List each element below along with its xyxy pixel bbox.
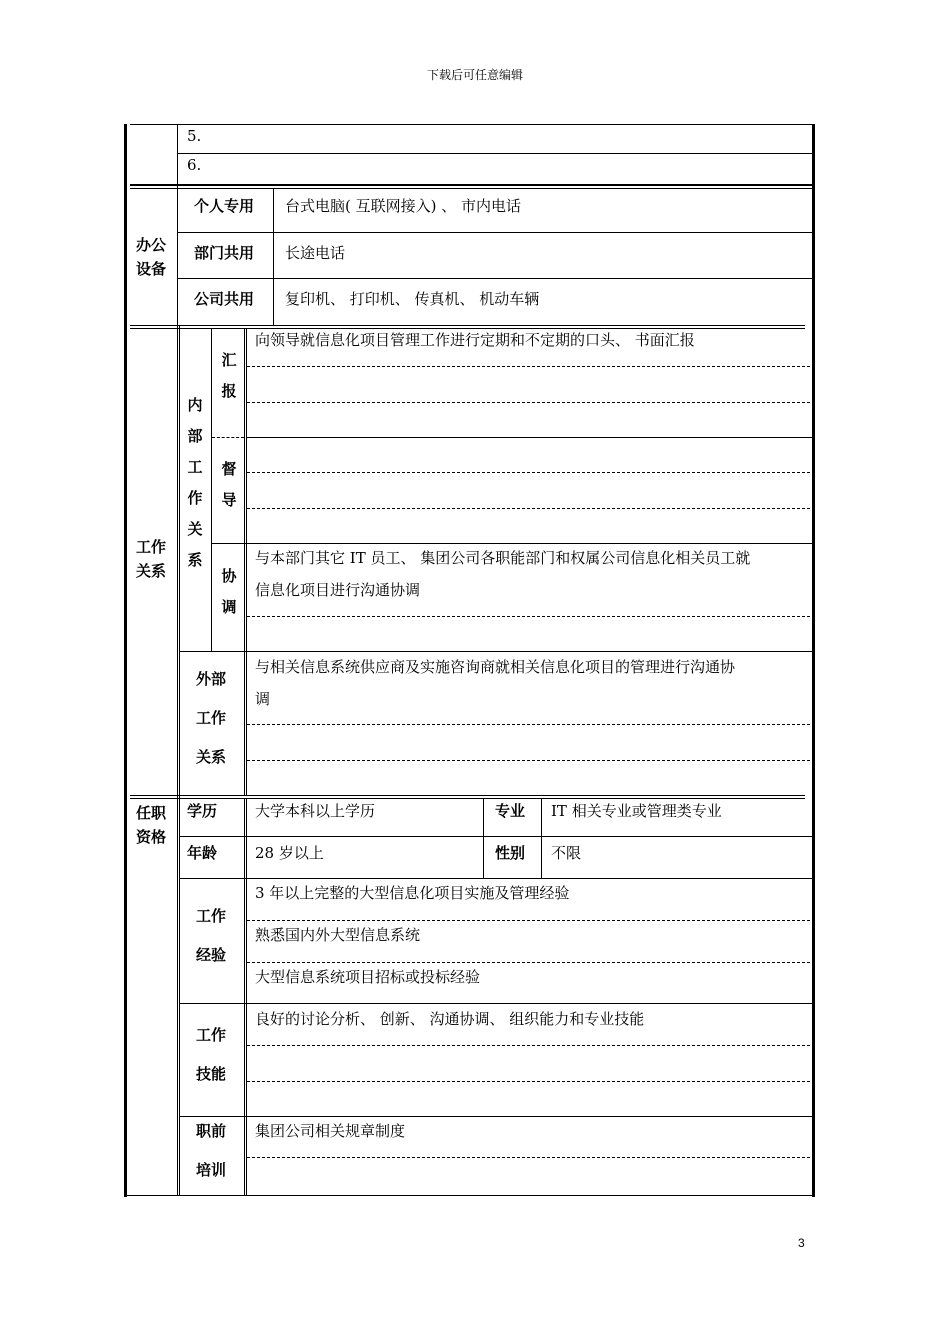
office-row-label: 公司共用	[194, 290, 255, 308]
skills-label-1: 工作	[196, 1026, 227, 1044]
experience-item: 熟悉国内外大型信息系统	[255, 926, 421, 944]
header-note: 下载后可任意编辑	[426, 68, 523, 82]
coordinate-label: 协调	[221, 567, 237, 616]
office-section-label: 办公设备	[136, 236, 167, 278]
office-row-value: 长途电话	[285, 244, 346, 262]
office-row-value: 台式电脑( 互联网接入) 、 市内电话	[285, 197, 522, 215]
page-number: 3	[798, 1236, 805, 1250]
experience-label-1: 工作	[196, 907, 227, 925]
external-text-line1: 与相关信息系统供应商及实施咨询商就相关信息化项目的管理进行沟通协	[255, 658, 736, 676]
education-label: 学历	[187, 802, 218, 820]
experience-item: 大型信息系统项目招标或投标经验	[255, 968, 481, 986]
section-separator	[130, 184, 812, 186]
section-separator	[130, 795, 805, 796]
office-row-label: 部门共用	[194, 244, 255, 262]
education-value: 大学本科以上学历	[255, 802, 376, 820]
report-label: 汇报	[221, 351, 237, 400]
age-label: 年龄	[187, 844, 218, 862]
training-label-1: 职前	[196, 1122, 227, 1140]
label-column-divider	[177, 124, 178, 1196]
external-relations-label-3: 关系	[196, 748, 227, 766]
age-value: 28 岁以上	[255, 844, 324, 862]
office-row-label: 个人专用	[194, 197, 255, 215]
external-relations-label-2: 工作	[196, 709, 227, 727]
label-column-divider-inner	[179, 326, 180, 1196]
gender-label: 性别	[495, 844, 526, 862]
list-item-5: 5.	[187, 127, 202, 145]
skills-text: 良好的讨论分析、 创新、 沟通协调、 组织能力和专业技能	[255, 1010, 645, 1028]
coordinate-text-line2: 信息化项目进行沟通协调	[255, 581, 421, 599]
report-text: 向领导就信息化项目管理工作进行定期和不定期的口头、 书面汇报	[255, 331, 695, 349]
external-text-line2: 调	[255, 690, 271, 708]
major-label: 专业	[495, 802, 526, 820]
major-value: IT 相关专业或管理类专业	[551, 802, 722, 820]
table-top-border	[130, 124, 812, 125]
supervise-label: 督导	[221, 460, 237, 509]
table-bottom-border	[124, 1195, 815, 1196]
relations-section-label: 工作关系	[136, 538, 167, 580]
table-right-border	[812, 124, 815, 1197]
coordinate-text-line1: 与本部门其它 IT 员工、 集团公司各职能部门和权属公司信息化相关员工就	[255, 549, 751, 567]
training-text: 集团公司相关规章制度	[255, 1122, 406, 1140]
external-relations-label-1: 外部	[196, 670, 227, 688]
experience-item: 3 年以上完整的大型信息化项目实施及管理经验	[255, 884, 570, 902]
list-item-6: 6.	[187, 156, 202, 174]
skills-label-2: 技能	[196, 1065, 227, 1083]
table-left-border	[124, 124, 127, 1197]
gender-value: 不限	[551, 844, 582, 862]
office-row-value: 复印机、 打印机、 传真机、 机动车辆	[285, 290, 540, 308]
qualifications-section-label: 任职资格	[136, 804, 167, 846]
training-label-2: 培训	[196, 1161, 227, 1179]
section-separator	[130, 325, 805, 326]
experience-label-2: 经验	[196, 946, 227, 964]
internal-relations-label: 内部工作关系	[187, 396, 203, 569]
